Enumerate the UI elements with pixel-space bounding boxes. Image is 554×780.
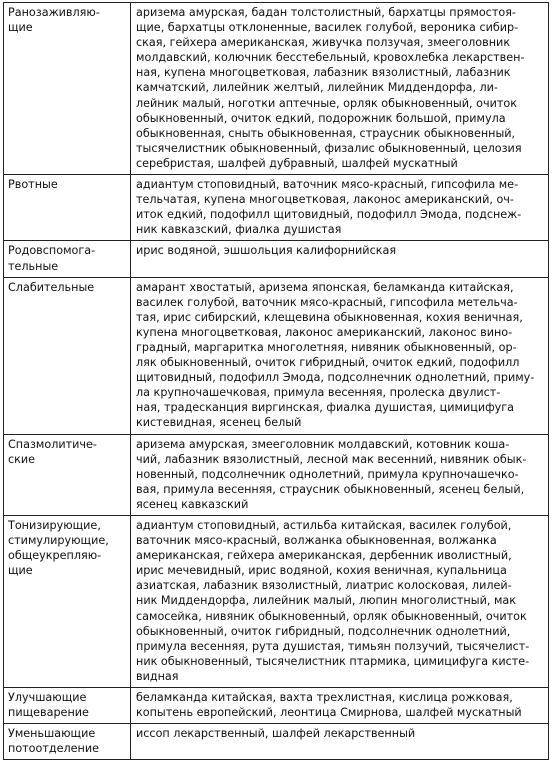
table-row <box>4 724 549 760</box>
plants-cell: амарант хвостатый, аризема японская, беламканда китайская, василек голубой, ваточник мясо-красный, гипсофила метельча- тая, ирис сибирский, клещевина обыкновенная, кохия веничная, купена многоцветковая, лаконос американский, лаконос вино- градный, маргаритка многолетняя, нивяник обыкновенный, ор- ляк обыкновенный, очиток гибридный, очиток едкий, подофилл щитовидный, подофилл Эмода, подсолнечник однолетний, приму- ла крупночашечковая, примула весенняя, пролеска двулист- ная, традесканция виргинская, фиалка душистая, цимицифуга кистевидная, ясенец белый <box>131 277 549 434</box>
table-row <box>4 277 549 434</box>
medicinal-plants-table <box>3 2 549 760</box>
table-row <box>4 3 549 175</box>
table-row <box>4 688 549 724</box>
table-row <box>4 516 549 688</box>
plants-cell: адиантум стоповидный, астильба китайская, василек голубой, ваточник мясо-красный, волжанка обыкновенная, волжанка американская, гейхера американская, дербенник иволистный, ирис мечевидный, ирис водяной, кохия веничная, купальница азиатская, лабазник вязолистный, лиатрис колосковая, лилей- ник Миддендорфа, лилейник малый, люпин многолистный, мак самосейка, нивяник обыкновенный, орляк обыкновенный, очиток обыкновенный, очиток гибридный, подсолнечник однолетний, примула весенняя, рута душистая, тимьян ползучий, тысячелист- ник обыкновенный, тысячелистник птармика, цимицифуга кисте- видная <box>131 516 549 688</box>
table-row <box>4 175 549 241</box>
plants-cell: иссоп лекарственный, шалфей лекарственный <box>131 724 549 760</box>
category-cell: Спазмолитиче- ские <box>4 434 131 515</box>
category-cell: Слабительные <box>4 277 131 434</box>
plants-cell: ирис водяной, эшшольция калифорнийская <box>131 241 549 277</box>
plants-cell: адиантум стоповидный, ваточник мясо-красный, гипсофила ме- тельчатая, купена многоцветковая, лаконос американский, оч- иток едкий, подофилл щитовидный, подофилл Эмода, подснеж- ник кавказский, фиалка душистая <box>131 175 549 241</box>
category-cell: Родовспомога- тельные <box>4 241 131 277</box>
plants-cell: аризема амурская, змееголовник молдавский, котовник коша- чий, лабазник вязолистный, лесной мак весенний, нивяник обык- новенный, подсолнечник однолетний, примула крупночашечко- вая, примула весенняя, страусник обыкновенный, ясенец белый, ясенец кавказский <box>131 434 549 515</box>
table-row <box>4 434 549 515</box>
category-cell: Улучшающие пищеварение <box>4 688 131 724</box>
table-row <box>4 241 549 277</box>
category-cell: Тонизирующие, стимулирующие, общеукрепляю- щие <box>4 516 131 688</box>
category-cell: Ранозаживляю- щие <box>4 3 131 175</box>
category-cell: Рвотные <box>4 175 131 241</box>
plants-cell: аризема амурская, бадан толстолистный, бархатцы прямостоя- щие, бархатцы отклоненные, василек голубой, вероника сибир- ская, гейхера американская, живучка ползучая, змееголовник молдавский, колючник бесстебельный, кровохлебка лекарствен- ная, купена многоцветковая, лабазник вязолистный, лабазник камчатский, лилейник желтый, лилейник Миддендорфа, ли- лейник малый, ноготки аптечные, орляк обыкновенный, очиток обыкновенный, очиток едкий, подорожник большой, примула обыкновенная, сныть обыкновенная, страусник обыкновенный, тысячелистник обыкновенный, физалис обыкновенный, целозия серебристая, шалфей дубравный, шалфей мускатный <box>131 3 549 175</box>
plants-cell: беламканда китайская, вахта трехлистная, кислица рожковая, копытень европейский, леонтица Смирнова, шалфей мускатный <box>131 688 549 724</box>
category-cell: Уменьшающие потоотделение <box>4 724 131 760</box>
